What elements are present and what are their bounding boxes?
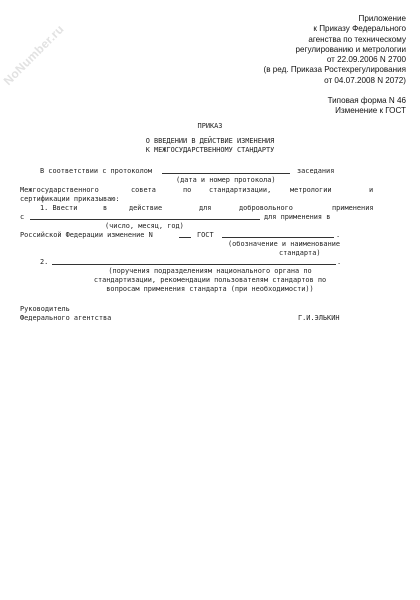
orders-field[interactable] — [52, 264, 336, 265]
date-field[interactable] — [30, 219, 260, 220]
doc-subtitle-1: О ВВЕДЕНИИ В ДЕЙСТВИЕ ИЗМЕНЕНИЯ — [145, 137, 275, 145]
change-number-field[interactable] — [179, 237, 191, 238]
gost-text: ГОСТ — [197, 231, 214, 239]
header-line: агенства по техническому — [308, 34, 406, 44]
council-word: совета — [131, 186, 156, 194]
protocol-field[interactable] — [162, 173, 290, 174]
council-word: по — [183, 186, 192, 194]
session-text: заседания — [297, 167, 335, 175]
rf-change-text: Российской Федерации изменение N — [20, 231, 153, 239]
orders-hint-3: вопросам применения стандарта (при необходимости)) — [106, 285, 314, 293]
council-word: Межгосударственного — [20, 186, 99, 194]
orders-hint-1: (поручения подразделениям национального органа по — [108, 267, 312, 275]
signer-role-1: Руководитель — [20, 305, 70, 313]
header-line: к Приказу Федерального — [313, 24, 406, 34]
gost-designation-field[interactable] — [222, 237, 334, 238]
item2-number: 2. — [40, 258, 49, 266]
header-line: Приложение — [358, 14, 406, 23]
council-word: и — [369, 186, 374, 194]
signer-name: Г.И.ЭЛЬКИН — [298, 314, 340, 322]
designation-hint-2: стандарта) — [279, 249, 321, 257]
from-text: с — [20, 213, 25, 221]
header-line: (в ред. Приказа Ростехрегулирования — [263, 65, 406, 75]
header-line: от 22.09.2006 N 2700 — [326, 55, 406, 65]
rf-dot: . — [336, 231, 341, 239]
protocol-hint: (дата и номер протокола) — [176, 176, 276, 184]
item2-dot: . — [337, 258, 342, 266]
item1-word: добровольного — [239, 204, 293, 212]
orders-hint-2: стандартизации, рекомендации пользователям стандартов по — [93, 276, 327, 284]
doc-title: ПРИКАЗ — [197, 122, 223, 130]
apply-text: для применения в — [264, 213, 331, 221]
council-word: стандартизации, — [209, 186, 272, 194]
doc-subtitle-2: К МЕЖГОСУДАРСТВЕННОМУ СТАНДАРТУ — [145, 146, 275, 154]
council-word: метрологии — [290, 186, 332, 194]
signer-role-2: Федерального агентства — [20, 314, 112, 322]
item1-word: 1. Ввести — [40, 204, 78, 212]
item1-word: в — [103, 204, 108, 212]
form-subject: Изменение к ГОСТ — [335, 106, 406, 116]
header-line: регулированию и метрологии — [295, 44, 406, 54]
item1-word: применения — [332, 204, 374, 212]
designation-hint-1: (обозначение и наименование — [228, 240, 341, 248]
watermark: NoNumber.ru — [0, 22, 67, 88]
item1-word: действие — [129, 204, 163, 212]
protocol-text: В соответствии с протоколом — [40, 167, 153, 175]
order-intro: сертификации приказываю: — [20, 195, 120, 203]
item1-word: для — [199, 204, 212, 212]
date-hint: (число, месяц, год) — [105, 222, 184, 230]
form-number: Типовая форма N 46 — [327, 96, 406, 106]
header-line: от 04.07.2008 N 2072) — [324, 75, 406, 85]
approval-header — [264, 14, 406, 117]
